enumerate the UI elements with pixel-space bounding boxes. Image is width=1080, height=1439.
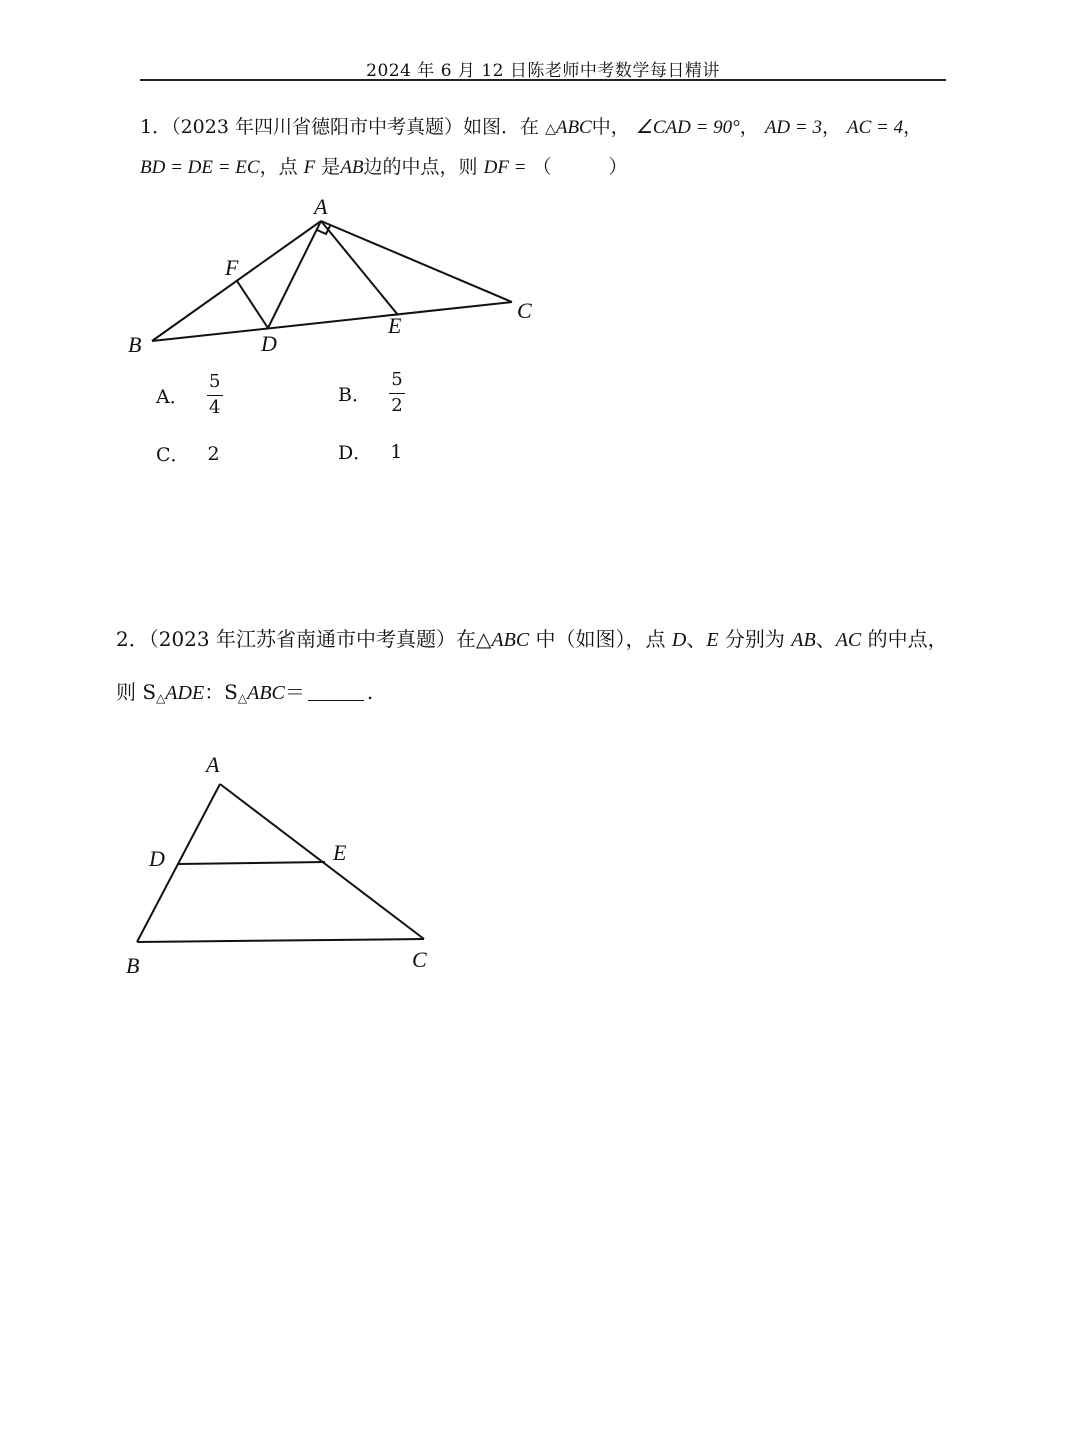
- q1-triangle-symbol: △: [545, 121, 556, 137]
- q1-ab: AB: [340, 157, 364, 178]
- q2-label-e: E: [333, 840, 347, 865]
- q2-ac: AC: [835, 629, 862, 651]
- q1-abc: ABC: [555, 117, 592, 138]
- q1-label-a: A: [314, 194, 328, 219]
- q2-triangle-symbol-2: △: [237, 691, 248, 705]
- q1-label-f: F: [225, 255, 239, 280]
- q2-dun: 、: [686, 627, 707, 651]
- q2-triangle-symbol-1: △: [156, 691, 166, 705]
- q2-text2: 中（如图），点: [535, 627, 666, 651]
- q1-option-d-label: D．: [338, 442, 373, 464]
- q1-option-c-value: 2: [207, 442, 220, 465]
- q2-number: 2．: [116, 627, 149, 651]
- q2-label-d: D: [149, 846, 165, 871]
- q1-mid-text: 边的中点，则: [363, 156, 478, 178]
- q2-dun2: 、: [815, 627, 836, 651]
- q1-source: （2023 年四川省德阳市中考真题）: [171, 116, 463, 138]
- q2-source: （2023 年江苏省南通市中考真题）: [148, 627, 456, 651]
- q1-eq-expr: BD = DE = EC: [140, 157, 260, 178]
- q1-option-d-value: 1: [390, 440, 403, 463]
- q1-df-expr: DF =: [483, 157, 527, 178]
- q2-colon: ：S: [204, 680, 238, 704]
- q2-label-a: A: [206, 752, 220, 777]
- q2-text1: 在△: [456, 627, 492, 651]
- q1-option-a-denominator: 4: [209, 396, 221, 418]
- q2-end: .: [366, 680, 374, 704]
- q1-option-a-numerator: 5: [209, 371, 221, 392]
- q1-answer-paren: （ ）: [532, 156, 628, 178]
- q1-number: 1．: [140, 116, 172, 138]
- q2-abc2: ABC: [247, 682, 285, 704]
- q1-ac-expr: AC = 4: [847, 117, 904, 138]
- q1-sep3: ，: [903, 116, 923, 138]
- q2-text4: 的中点，: [867, 627, 948, 651]
- q1-is-text: 是: [321, 156, 341, 178]
- q2-ade: ADE: [165, 682, 205, 704]
- q2-abc: ABC: [491, 629, 530, 651]
- q2-label-c: C: [412, 947, 427, 972]
- q1-sep1: ，: [739, 116, 759, 138]
- q1-zhong: 中，: [591, 116, 630, 138]
- q2-text3: 分别为: [724, 627, 785, 651]
- q1-label-b: B: [128, 332, 142, 357]
- q1-label-e: E: [388, 313, 402, 338]
- q1-option-b-denominator: 2: [391, 394, 403, 416]
- q2-segment-bc: [137, 939, 424, 942]
- q1-option-b-label: B．: [338, 383, 371, 406]
- q2-label-b: B: [126, 953, 140, 978]
- q2-e: E: [706, 629, 719, 651]
- page-header-title: 2024 年 6 月 12 日陈老师中考数学每日精讲: [366, 61, 720, 81]
- q2-ab: AB: [791, 629, 816, 651]
- q1-option-a-label: A．: [156, 385, 189, 408]
- q1-option-b-numerator: 5: [391, 369, 403, 390]
- q1-angle-expr: ∠CAD = 90°: [635, 117, 740, 138]
- q1-point-text: ，点: [259, 156, 298, 178]
- q1-option-c-label: C．: [156, 444, 190, 466]
- q1-f: F: [303, 157, 316, 178]
- q2-segment-de: [178, 862, 325, 864]
- q2-eq: ＝: [284, 680, 305, 704]
- q1-label-c: C: [517, 298, 532, 323]
- q1-ad-expr: AD = 3: [764, 117, 822, 138]
- q2-d: D: [671, 629, 687, 651]
- q1-lead: 如图．在: [463, 116, 540, 138]
- q1-label-d: D: [261, 331, 277, 356]
- q2-ze: 则 S: [116, 680, 157, 704]
- q1-sep2: ，: [821, 116, 841, 138]
